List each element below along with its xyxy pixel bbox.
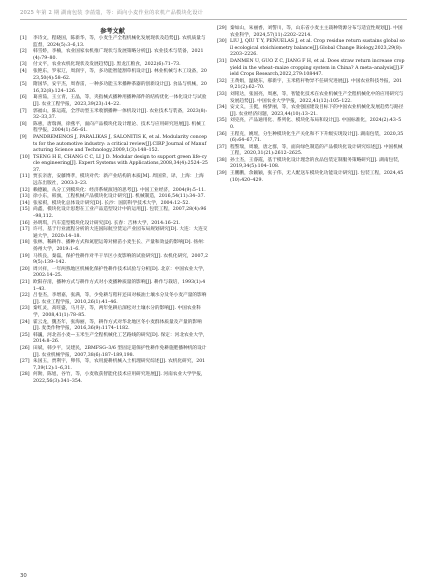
reference-text: 何勋，陈旭，谷竹，等，小麦收获智能化技术应用研究进展[J]. 河南农业大学学报，2022,56(3):341–354. [33,372,206,384]
reference-text: 隋国华，安宇杰，周春雷，一种多功能玉米播种茶器的创新设计[J]. 食品与机械，2016,32(8):124–126. [33,82,207,94]
reference-number: [19] [20,253,30,259]
reference-text: 吕卷杰，李增嘉，张满，等，少免耕与秸秆还田对核油土壤水分及冬小麦产量的影响[J]. 农业工程学报，2010,26(1):41–46. [33,293,207,305]
reference-item [217,171,405,184]
reference-item [20,346,208,359]
reference-text: LIU J, QIU T Y, PEÑUELAS J, et al. Crop residue return sustains global soil ecological stoichiometry balance[J].Global Change Biology,2023,29(8):2203–2226. [230,39,405,58]
reference-item [20,267,208,280]
reference-text: 徐小东，韩旗，工程机械产品模块化设计研究[J]. 机械制造，2016,54(11):34–37. [33,194,206,200]
reference-text: 朱国玉，贾利宇，卵伟，等，农用旋耕机械入土机理研究综述[J]. 农机化研究，2017,39(12):1–6,31. [33,359,206,371]
reference-number: [23] [20,306,30,312]
reference-text: 许可，基于行业流程分析的大连国际航空货运产业园布局规划研究[D]. 大连：大连交通大学，2020:14–18. [33,227,208,239]
reference-number: [31] [217,58,227,64]
reference-item [217,118,405,131]
reference-text: 张家祺，模块化总体设计研究[D]. 长沙：国防科学技术大学，2004:12–52. [33,200,190,206]
reference-text: 韩巍，河北省小麦—玉米生产全程机械化工艺路线的研究[D]. 保定：河北农业大学，2014:8–26. [33,332,208,345]
reference-number: [33] [217,91,227,97]
reference-number: [11] [20,174,30,180]
reference-number: [25] [20,332,30,338]
reference-text: 秦红灵，高旺盛，马月存，等，两年免耕后深松对土壤水分的影响[J]. 中国农业科学，2008,41(1):78–85. [33,306,201,318]
reference-text: 韩雪娇，李楠，农业国家农机推广现状与发展策略分析[J]. 农业技术与装备，2021(4):79–80. [33,49,204,61]
reference-item [20,320,208,333]
reference-item [217,92,405,105]
reference-number: [22] [20,293,30,299]
references-title: 参考文献 [100,28,125,35]
reference-text: 孙明琪，汽车造型模块化设计研究[D]. 长春：吉林大学，2014:16–21. [33,220,181,226]
reference-text: 贾长亲唐，安藤博孝，模块对代：新产业结构的本质[M]. 周国荣，译，上海：上海远东出版社，2003:3–23. [33,174,204,187]
reference-text: 程警瑞，周璇，唐之群，等，面向绿色制造的产品模块化设计研究综述[J]. 中国机械工程，2020,31(21):2612–2625. [230,144,403,157]
reference-number: [1] [20,36,27,41]
reference-text: 张林，稀耕作、播种方式和氮肥运筹对棉苗小麦生长、产量和效益的影响[D]. 扬州：扬州大学，2019:1–6. [33,240,208,252]
reference-item [20,359,208,372]
reference-text: 郭福山，陈运霞，全浮动型玉米收割播种一体机设计[J]. 农业技术与装备，2023(8):32–33,37. [33,108,207,121]
reference-number: [10] [20,154,30,160]
reference-number: [2] [20,49,27,55]
reference-number: [12] [20,187,30,193]
reference-item [20,95,208,108]
reference-text: 尚鑫，模块化设计思想在工业产品造型设计中的运用[J]. 包装工程，2007,28(4):96–98,112. [33,207,207,220]
references-right-column [217,26,405,184]
reference-number: [24] [20,319,30,325]
reference-text: 王程克，姚瑶，分生种模块化生产关化和不下升级实现设计[J]. 湖南包装，2020,35(6):64–67,71. [230,131,404,144]
reference-number: [21] [20,279,30,285]
reference-text: 欧阳存清，播种方式与耕作方式对小麦播种质量的影响[J]. 耕作与栽培，1993(1):41–43. [33,279,206,292]
reference-item [217,105,405,118]
reference-item [20,333,208,346]
reference-item [20,372,208,385]
reference-number: [6] [20,95,27,101]
reference-item [20,62,208,69]
reference-text: 葛喜茹，王立青，王晶，等，夹指械式播种用播种部件的结构优化一体化设计与试验[J]. 农业工程学报，2023,39(23):14–22. [33,95,207,107]
reference-item [20,49,208,62]
references-left-column [20,36,208,385]
reference-text: 陈惠，唐瑞洲，徐燕平，面向产品模块化设计理论、技术与应用研究进展[J]. 机械工程学报，2004(1):56–61. [33,121,206,134]
reference-number: [26] [20,345,30,351]
reference-item [20,293,208,306]
reference-text: 刘克亮，产品通用化、系列化、模块化布局和设计[J]. 中国标准化，2024(2):43–50. [230,118,402,130]
reference-number: [34] [217,105,227,111]
reference-text: TSENG H E, CHANG C C, LI J D. Modular design to support green life-cycle engineering[J]. Expert Systems with Applications,2008,34(4):2524–2537. [33,154,208,173]
reference-number: [4] [20,68,27,74]
reference-text: 孙士杰，王睿霞，基于模块化设计理念的食品包装定制服务策略研究[J]. 湖南包装，2019,34(5):104–108. [230,157,403,170]
reference-item [217,26,405,39]
reference-item [217,145,405,158]
reference-item [20,82,208,95]
reference-text: 安文义，王挺，杨梦丽，等，农业强国建设目标下的中国农业机械化发展趋势与路径[J]. 农业经济问题，2023,44(10):13–21. [230,105,404,117]
reference-item [217,158,405,171]
reference-item [20,109,208,122]
reference-item [217,59,405,79]
reference-item [20,306,208,319]
reference-item [20,174,208,187]
reference-number: [16] [20,220,30,226]
reference-number: [32] [217,78,227,84]
reference-text: 张艳东，罗家辽，周润宇，等，多功能智能割草机设计[J]. 林业机械与木工设备，2023,50(4):58–62. [33,68,207,81]
reference-number: [30] [217,39,227,45]
reference-number: [18] [20,240,30,246]
reference-item [20,36,208,49]
reference-item [20,254,208,267]
running-header: 2025 年第 2 期 湖南包装 李菡蔻，等：面向小麦作业的农机产品模块化设计 [20,10,203,16]
reference-text: 李诗文，程晓国，陈新华，等，小麦生产全程机械化发展现状及趋势[J]. 农机质量与监督，2024(5):3–6,13. [33,36,206,48]
reference-number: [15] [20,207,30,213]
reference-number: [8] [20,121,27,127]
reference-number: [37] [217,144,227,150]
reference-number: [17] [20,227,30,233]
reference-item [20,194,208,201]
reference-text: PANDREMENOS J, PARALIKAS J, SALONITIS K, et al. Modularity concepts for the automotive industry: a critical review[J].CIRP Journal of Manufacturing Science and Technology,2009,1(3):148–152. [33,134,207,154]
reference-number: [14] [20,200,30,206]
reference-item [217,132,405,145]
reference-item [20,122,208,135]
reference-text: 秦如山，朱丽香，刘警川，等，山东省小麦主主栽种资源分布与适宜性规划[J]. 中国农业科学，2024,57(11):2202–2214. [230,26,403,38]
reference-item [20,69,208,82]
reference-number: [27] [20,359,30,365]
reference-text: 王鹏鹏，余颖颖，张子伟，无人配送车模块化功能设计研究[J]. 包装工程，2024,45(10):420–429. [230,171,404,183]
reference-text: 刘铭达，张国亮，周惠，等，智能化技术在农业机械生产全程机械化中的应用研究与发展趋势[J]. 中国农业大学学报，2022,41(12):105–122. [230,91,404,104]
reference-text: 付文平，农业农机化现状及发展趋势[J]. 黑龙江粮食，2022(6):71–73. [33,62,181,68]
reference-number: [39] [217,171,227,177]
reference-text: DANMEN U, GUO Z C, JIANG F H, et al. Does straw return increase crop yield in the wheat–maize cropping system in China? A meta–analysis[J].Field Crops Research,2022,279:108447. [230,58,405,78]
header-rule [20,19,407,20]
page-number: 30 [20,573,27,579]
reference-item [20,227,208,240]
reference-text: 周兴祥，一年两熟地区机械化保护性耕作技术试验与分析[D]. 北京：中国农业大学，2002:14–25. [33,266,208,279]
reference-number: [13] [20,194,30,200]
reference-number: [35] [217,118,227,124]
reference-text: 马铁良，秦磊，保护性耕作对半干旱区小麦影响的试验研究[J]. 农机化研究，2007,29(5):139–142. [33,253,208,266]
reference-number: [38] [217,157,227,163]
reference-text: 田斌，韩少平，吴建民，2BMFSG–3/6 型固定道保护性耕作免耕施肥播种机的设计[J]. 农业机械学报，2007,38(6):187–189,198. [33,345,207,358]
reference-number: [29] [217,26,227,31]
reference-number: [36] [217,131,227,137]
reference-item [20,207,208,220]
reference-item [20,135,208,155]
reference-number: [9] [20,134,27,140]
reference-item [20,280,208,293]
reference-number: [3] [20,62,27,68]
reference-item [217,39,405,59]
reference-text: 王黄娟，温晓东，郝新宇，玉米秸秆物异不任研究进展[J]. 中国农业科技导报，2019,21(2):62–70. [230,78,403,91]
reference-text: 霍云龙，魏杰年，张海丽，等，耕作方式对华北地区冬小麦群体质量及产量的影响[J]. 麦类作物学报，2016,36(9):1174–1182. [33,319,202,332]
reference-number: [7] [20,108,27,114]
reference-item [20,155,208,175]
reference-number: [20] [20,266,30,272]
reference-number: [28] [20,372,30,378]
reference-text: 赖德颖，从分工到模块化：经济系统演进的思考[J]. 中国工业经济，2004(9):5–11. [33,187,206,193]
reference-item [20,240,208,253]
reference-item [217,79,405,92]
reference-number: [5] [20,82,27,88]
